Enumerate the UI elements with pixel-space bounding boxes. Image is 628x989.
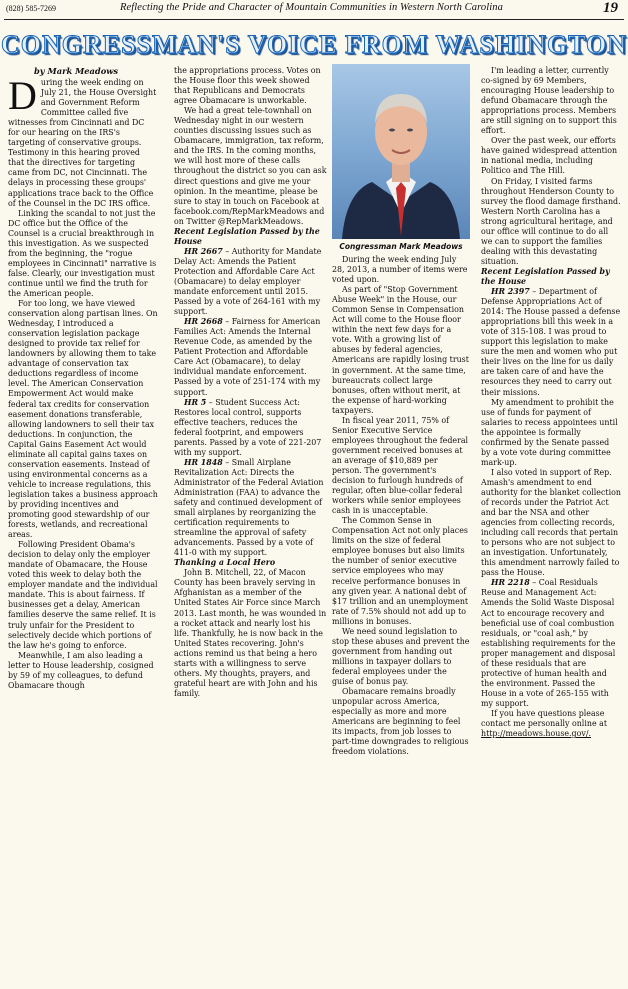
paragraph	[8, 651, 158, 691]
paragraph-text: On Friday, I visited farms throughout Henderson County to survey the flood damage firsthand. Western North Carolina has a strong agricultural heritage, and our office will continue to do all we can to support the families dealing with this devastating situation.	[481, 176, 621, 266]
paragraph	[174, 317, 327, 397]
paragraph	[481, 66, 621, 136]
paragraph	[481, 287, 621, 398]
paragraph	[8, 299, 158, 540]
subheading: Recent Legislation Passed by the House	[481, 266, 610, 286]
paragraph-text: John B. Mitchell, 22, of Macon County has been bravely serving in Afghanistan as a member of the United States Air Force since March 2013. Last month, he was wounded in a rocket attack and nearly lost his life. Thankfully, he is now back in the United States recovering. John's actions remind us that being a hero starts with a willingness to serve others. My thoughts, prayers, and grateful heart are with John and his family.	[174, 568, 327, 698]
paragraph-text: The Common Sense in Compensation Act not only places limits on the size of federal employee bonuses but also limits the number of senior executive service employees who may receive performance bonuses in any given year. A national debt of $17 trillion and an unemployment rate of 7.5% should not add up to millions in bonuses.	[332, 516, 469, 626]
drop-cap: D	[8, 78, 37, 118]
header-rule	[4, 19, 624, 20]
congressman-photo	[332, 64, 470, 239]
page-number: 19	[603, 0, 618, 16]
paragraph	[481, 136, 621, 176]
paragraph	[332, 687, 470, 757]
column-1	[8, 78, 158, 812]
paragraph	[174, 106, 327, 227]
paragraph-text: Over the past week, our efforts have gained widespread attention in national media, including Politico and The Hill.	[481, 136, 618, 176]
paragraph	[332, 255, 470, 285]
paragraph	[174, 398, 327, 458]
paragraph-text: For too long, we have viewed conservation along partisan lines. On Wednesday, I introduced a conservation legislation package designed to provide tax relief for landowners by allowing them to take advantage of conservation tax deductions regardless of income level. The American Conservation Empowerment Act would make federal tax credits for conservation easement donations transferable, allowing landowners to sell their tax deductions. In conjunction, the Capital Gains Easement Act would eliminate all capital gains taxes on conservation easements. Instead of using environmental concerns as a vehicle to increase regulations, this legislation takes a business approach by providing incentives and promoting good stewardship of our forests, wetlands, and recreational areas.	[8, 299, 158, 540]
article-title: CONGRESSMAN'S VOICE FROM WASHINGTON	[0, 30, 628, 59]
paragraph	[481, 709, 621, 739]
paragraph	[481, 468, 621, 579]
paragraph	[8, 209, 158, 299]
bill-number: HR 1848	[184, 457, 223, 467]
header-tagline: Reflecting the Pride and Character of Mountain Communities in Western North Carolina	[120, 2, 503, 13]
subheading: Thanking a Local Hero	[174, 558, 276, 568]
bill-number: HR 2668	[184, 317, 223, 327]
portrait-illustration	[332, 64, 470, 239]
column-3	[332, 255, 470, 989]
column-2	[174, 66, 327, 800]
contact-link[interactable]: http://meadows.house.gov/.	[481, 729, 591, 739]
paragraph	[174, 66, 327, 106]
paragraph	[481, 177, 621, 267]
paragraph-text: My amendment to prohibit the use of funds for payment of salaries to recess appointees until the appointee is formally confirmed by the Senate passed by a vote vote during committee mark-up.	[481, 397, 618, 467]
header-phone: (828) 585-7269	[6, 4, 56, 13]
column-4	[481, 66, 621, 800]
paragraph-text: – Coal Residuals Reuse and Management Act: Amends the Solid Waste Disposal Act to encourage recovery and beneficial use of coal combustion residuals, or "coal ash," by establishing requirements for the proper management and disposal of these residuals that are protective of human health and the environment. Passed the House in a vote of 265-155 with my support.	[481, 578, 616, 708]
paragraph-text: Obamacare remains broadly unpopular across America, especially as more and more Americans are beginning to feel its impacts, from job losses to part-time downgrades to religious freedom violations.	[332, 687, 469, 757]
photo-caption: Congressman Mark Meadows	[339, 242, 463, 251]
paragraph-text: In fiscal year 2011, 75% of Senior Executive Service employees throughout the federal government received bonuses at an average of $10,889 per person. The government's decision to furlough hundreds of regular, often blue-collar federal workers while senior employees cash in is unacceptable.	[332, 415, 469, 516]
paragraph-text: Linking the scandal to not just the DC office but the Office of the Counsel is a crucial breakthrough in this investigation. As we suspected from the beginning, the "rogue employees in Cincinnati" narrative is false. Clearly, our investigation must continue until we find the truth for the American people.	[8, 208, 157, 298]
paragraph	[8, 78, 158, 209]
paragraph	[174, 568, 327, 699]
bill-number: HR 2397	[491, 287, 530, 297]
article-byline: by Mark Meadows	[34, 66, 119, 76]
paragraph-text: As part of "Stop Government Abuse Week" in the House, our Common Sense in Compensation Act will come to the House floor within the next few days for a vote. With a growing list of abuses by federal agencies, Americans are rapidly losing trust in government. At the same time, bureaucrats collect large bonuses, often without merit, at the expense of hard-working taxpayers.	[332, 285, 469, 415]
paragraph-text: – Department of Defense Appropriations Act of 2014: The House passed a defense appropriations bill this week in a vote of 315-108. I was proud to support this legislation to make sure the men and women who put their lives on the line for us daily are taken care of and have the resources they need to carry out their missions.	[481, 287, 621, 397]
paragraph	[332, 627, 470, 687]
bill-number: HR 5	[184, 397, 207, 407]
paragraph-text: I also voted in support of Rep. Amash's amendment to end authority for the blanket collection of records under the Patriot Act and bar the NSA and other agencies from collecting records, including call records that pertain to persons who are not subject to an investigation. Unfortunately, this amendment narrowly failed to pass the House.	[481, 467, 621, 578]
paragraph	[332, 416, 470, 516]
subheading: Recent Legislation Passed by the House	[174, 226, 320, 246]
paragraph-text: – Fairness for American Families Act: Amends the Internal Revenue Code, as amended by the Patient Protection and Affordable Care Act (Obamacare), to delay individual mandate enforcement. Passed by a vote of 251-174 with my support.	[174, 317, 321, 397]
paragraph-text: – Student Success Act: Restores local control, supports effective teachers, reduces the federal footprint, and empowers parents. Passed by a vote of 221-207 with my support.	[174, 397, 322, 457]
paragraph-text: – Authority for Mandate Delay Act: Amends the Patient Protection and Affordable Care Act (Obamacare) to delay employer mandate enforcement until 2015. Passed by a vote of 264-161 with my support.	[174, 246, 322, 317]
paragraph	[481, 398, 621, 468]
paragraph	[332, 285, 470, 416]
paragraph	[174, 247, 327, 317]
paragraph-text: If you have questions please contact me personally online at	[481, 709, 607, 729]
paragraph-text: We had a great tele-townhall on Wednesday night in our western counties discussing issues such as Obamacare, immigration, tax reform, and the IRS. In the coming months, we will host more of these calls throughout the district so you can ask direct questions and give me your opinion. In the meantime, please be sure to stay in touch on Facebook at facebook.com/RepMarkMeadows and on Twitter @RepMarkMeadows.	[174, 106, 327, 226]
paragraph	[174, 458, 327, 558]
paragraph-text: We need sound legislation to stop these abuses and prevent the government from handing out millions in taxpayer dollars to federal employees under the guise of bonus pay.	[332, 626, 470, 686]
paragraph-text: Following President Obama's decision to delay only the employer mandate of Obamacare, the House voted this week to delay both the employer mandate and the individual mandate. This is about fairness. If businesses get a delay, American families deserve the same relief. It is truly unfair for the President to selectively decide which portions of the law he's going to enforce.	[8, 540, 158, 650]
paragraph	[481, 578, 621, 709]
paragraph-text: I'm leading a letter, currently co-signed by 69 Members, encouraging House leadership to defund Obamacare through the appropriations process. Members are still signing on to support this effort.	[481, 66, 617, 136]
paragraph-text: Meanwhile, I am also leading a letter to House leadership, cosigned by 59 of my colleagues, to defund Obamacare though	[8, 650, 154, 690]
paragraph	[8, 540, 158, 651]
paragraph-text: During the week ending July 28, 2013, a number of items were voted upon.	[332, 255, 468, 285]
bill-number: HR 2667	[184, 246, 223, 256]
bill-number: HR 2218	[491, 578, 530, 588]
page-header	[0, 0, 628, 18]
paragraph-text: the appropriations process. Votes on the House floor this week showed that Republicans and Democrats agree Obamacare is unworkable.	[174, 66, 321, 106]
paragraph	[332, 516, 470, 627]
paragraph-text: uring the week ending on July 21, the House Oversight and Government Reform Committee called five witnesses from Cincinnati and DC for our hearing on the IRS's targeting of conservative groups. Testimony in this hearing proved that the directives for targeting came from DC, not Cincinnati. The delays in processing these groups' applications trace back to the Office of the Counsel in the DC IRS office.	[8, 78, 157, 208]
paragraph-text: – Small Airplane Revitalization Act: Directs the Administrator of the Federal Aviation Administration (FAA) to advance the safety and continued development of small airplanes by reorganizing the certification requirements to streamline the approval of safety advancements. Passed by a vote of 411-0 with my support.	[174, 457, 324, 558]
